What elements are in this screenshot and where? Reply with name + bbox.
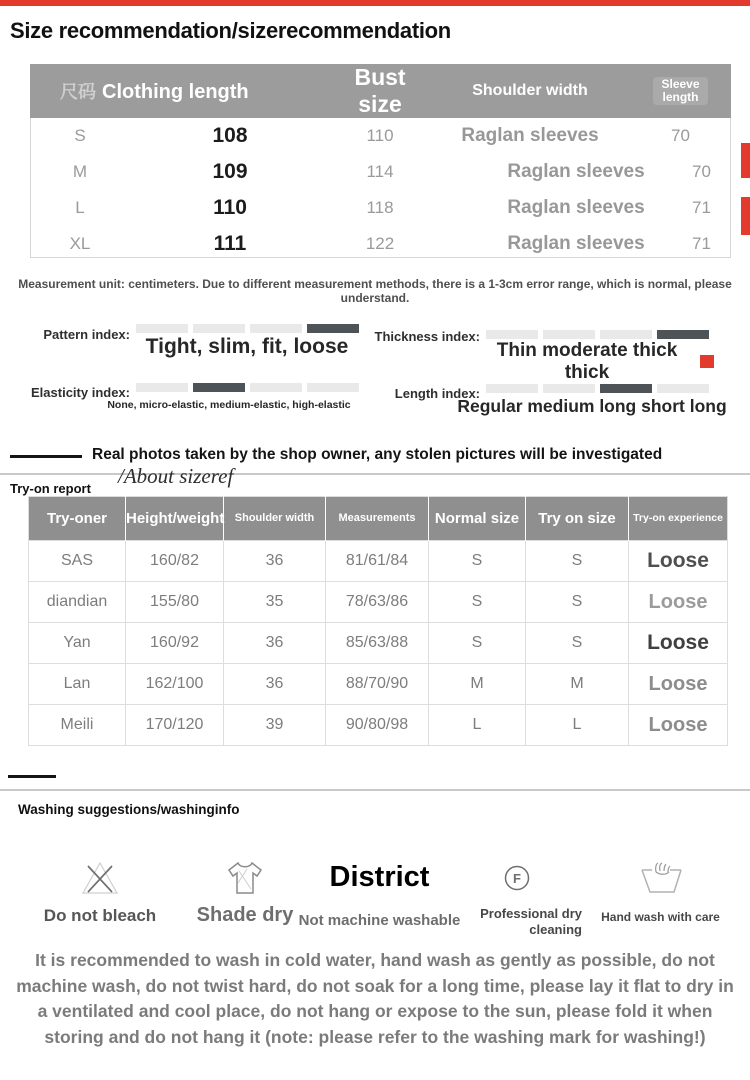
size-table-header-shoulder: Shoulder width bbox=[430, 64, 630, 118]
size-table-row bbox=[30, 118, 731, 154]
tryon-cell: Loose bbox=[629, 705, 728, 746]
size-cell-size: L bbox=[75, 198, 85, 217]
tryon-cell: 160/82 bbox=[126, 541, 224, 582]
tryon-cell: SAS bbox=[29, 541, 126, 582]
svg-text:F: F bbox=[513, 870, 521, 886]
tryon-table-row bbox=[29, 582, 728, 623]
tryon-cell: M bbox=[429, 664, 526, 705]
pattern-index-caption: Tight, slim, fit, loose bbox=[145, 335, 349, 358]
index-segment bbox=[486, 384, 538, 393]
size-table-header-bust: Bust size bbox=[330, 64, 430, 118]
washing-note: It is recommended to wash in cold water, hand wash as gently as possible, do not machine wash, do not twist hard, do not soak for a long time, please lay it flat to dry in a ventilated and cool place, do not hang or expose to the sun, please fold it when storing and do not hang it (note: please refer to the washing mark for washing!) bbox=[16, 950, 734, 1048]
size-cell-sleeve: 70 bbox=[671, 126, 690, 145]
size-cell-bust: 110 bbox=[366, 126, 394, 145]
tryon-header-cell: Normal size bbox=[429, 497, 526, 541]
thickness-index-bars bbox=[486, 330, 709, 339]
tryon-cell: 160/92 bbox=[126, 623, 224, 664]
index-segment bbox=[136, 383, 188, 392]
tryon-cell: S bbox=[526, 582, 629, 623]
size-cell-size: XL bbox=[69, 234, 91, 253]
tryon-cell: Loose bbox=[629, 623, 728, 664]
tryon-cell: diandian bbox=[29, 582, 126, 623]
size-cell-shoulder: Raglan sleeves bbox=[461, 125, 599, 146]
tryon-header-cell: Measurements bbox=[326, 497, 429, 541]
pattern-index-label: Pattern index: bbox=[43, 327, 130, 342]
pattern-index-bars bbox=[136, 324, 359, 333]
index-segment bbox=[657, 384, 709, 393]
thickness-index-label: Thickness index: bbox=[374, 329, 480, 344]
underline-accent bbox=[10, 455, 82, 458]
size-cell-bust: 118 bbox=[366, 198, 394, 217]
tryon-cell: L bbox=[526, 705, 629, 746]
tryon-table-row bbox=[29, 541, 728, 582]
size-cell-shoulder: Raglan sleeves bbox=[507, 161, 645, 182]
tryon-cell: 36 bbox=[224, 623, 326, 664]
washing-item-label: Do not bleach bbox=[43, 906, 157, 925]
washing-item-label: Shade dry bbox=[196, 904, 294, 926]
tryon-cell: S bbox=[526, 623, 629, 664]
size-cell-clothing_length: 108 bbox=[212, 124, 248, 147]
tryon-cell: S bbox=[526, 541, 629, 582]
tryon-cell: 162/100 bbox=[126, 664, 224, 705]
size-cell-bust: 114 bbox=[366, 162, 394, 181]
do-not-bleach-icon bbox=[79, 855, 121, 900]
tryon-cell: 81/61/84 bbox=[326, 541, 429, 582]
index-segment bbox=[193, 324, 245, 333]
washing-heading: Washing suggestions/washinginfo bbox=[18, 802, 240, 817]
tryon-table bbox=[28, 496, 727, 746]
underline-accent bbox=[8, 775, 56, 778]
size-cell-size: M bbox=[72, 162, 88, 181]
tryon-cell: Lan bbox=[29, 664, 126, 705]
shade-dry-icon bbox=[225, 855, 265, 900]
size-cell-shoulder: Raglan sleeves bbox=[507, 233, 645, 254]
tryon-report-subtitle: /About sizeref bbox=[118, 464, 234, 488]
tryon-cell: 78/63/86 bbox=[326, 582, 429, 623]
tryon-header-cell: Height/weight bbox=[126, 497, 224, 541]
size-cell-clothing_length: 111 bbox=[213, 232, 247, 255]
dry-clean-f-icon bbox=[503, 855, 531, 900]
tryon-cell: L bbox=[429, 705, 526, 746]
tryon-header-cell: Try on size bbox=[526, 497, 629, 541]
right-accent-bar bbox=[741, 197, 750, 235]
size-table-body bbox=[30, 118, 731, 262]
tryon-cell: 85/63/88 bbox=[326, 623, 429, 664]
size-cell-clothing_length: 109 bbox=[212, 160, 248, 183]
top-accent-bar bbox=[0, 0, 750, 6]
elasticity-index-bars bbox=[136, 383, 359, 392]
tryon-cell: Loose bbox=[629, 582, 728, 623]
tryon-cell: M bbox=[526, 664, 629, 705]
index-segment bbox=[250, 383, 302, 392]
size-table-header-sleeve: Sleeve length bbox=[630, 64, 731, 118]
tryon-cell: 36 bbox=[224, 664, 326, 705]
washing-item-do-not-bleach bbox=[25, 855, 175, 926]
washing-item-label: Professional dry cleaning bbox=[480, 906, 582, 938]
tryon-cell: 90/80/98 bbox=[326, 705, 429, 746]
right-accent-bar bbox=[741, 143, 750, 178]
thickness-index-caption: Thin moderate thick thick bbox=[496, 340, 678, 383]
tryon-table-row bbox=[29, 705, 728, 746]
size-table-row bbox=[30, 154, 731, 190]
index-segment bbox=[250, 324, 302, 333]
tryon-cell: 155/80 bbox=[126, 582, 224, 623]
length-index-caption: Regular medium long short long bbox=[457, 396, 727, 416]
tryon-cell: 88/70/90 bbox=[326, 664, 429, 705]
washing-item-label: Hand wash with care bbox=[601, 910, 720, 924]
tryon-cell: Yan bbox=[29, 623, 126, 664]
tryon-cell: 35 bbox=[224, 582, 326, 623]
tryon-header-cell: Try-on experience bbox=[629, 497, 728, 541]
index-segment-active bbox=[193, 383, 245, 392]
tryon-cell: Meili bbox=[29, 705, 126, 746]
washing-item-not-machine-washable bbox=[297, 855, 462, 929]
index-segment bbox=[136, 324, 188, 333]
tryon-cell: S bbox=[429, 623, 526, 664]
elasticity-index-caption: None, micro-elastic, medium-elastic, high-elastic bbox=[107, 399, 351, 411]
size-table-header-clothing-length: 尺码 Clothing length bbox=[30, 64, 330, 118]
tryon-cell: Loose bbox=[629, 664, 728, 705]
size-cell-sleeve: 71 bbox=[692, 198, 711, 217]
size-table-header bbox=[30, 64, 731, 118]
page-title: Size recommendation/sizerecommendation bbox=[10, 18, 451, 43]
size-cell-size: S bbox=[74, 126, 86, 145]
index-segment-active bbox=[600, 384, 652, 393]
length-index-label: Length index: bbox=[394, 386, 480, 401]
length-index-bars bbox=[486, 384, 709, 393]
size-cn-label: 尺码 bbox=[60, 82, 96, 102]
tryon-header-cell: Shoulder width bbox=[224, 497, 326, 541]
size-table-row bbox=[30, 226, 731, 262]
size-table-row bbox=[30, 190, 731, 226]
index-segment-active bbox=[657, 330, 709, 339]
tryon-table-body bbox=[29, 541, 728, 746]
district-text: District bbox=[329, 861, 430, 893]
thickness-accent-block bbox=[700, 355, 714, 368]
measurement-note: Measurement unit: centimeters. Due to different measurement methods, there is a 1-3cm error range, which is normal, please understand. bbox=[18, 277, 732, 305]
size-cell-sleeve: 70 bbox=[692, 162, 711, 181]
tryon-table-row bbox=[29, 664, 728, 705]
tryon-table-header bbox=[29, 497, 728, 541]
elasticity-index-label: Elasticity index: bbox=[31, 385, 130, 400]
tryon-cell: 39 bbox=[224, 705, 326, 746]
size-cell-clothing_length: 110 bbox=[213, 196, 247, 219]
tryon-cell: 170/120 bbox=[126, 705, 224, 746]
tryon-cell: Loose bbox=[629, 541, 728, 582]
section-divider bbox=[0, 789, 750, 791]
tryon-cell: S bbox=[429, 582, 526, 623]
tryon-table-row bbox=[29, 623, 728, 664]
tryon-report-label: Try-on report bbox=[10, 481, 91, 496]
washing-item-hand-wash bbox=[588, 855, 733, 924]
index-segment bbox=[543, 330, 595, 339]
real-photos-note: Real photos taken by the shop owner, any stolen pictures will be investigated bbox=[92, 446, 663, 463]
index-segment bbox=[600, 330, 652, 339]
size-cell-sleeve: 71 bbox=[692, 234, 711, 253]
tryon-cell: S bbox=[429, 541, 526, 582]
size-cell-shoulder: Raglan sleeves bbox=[507, 197, 645, 218]
washing-item-label: Not machine washable bbox=[298, 912, 461, 929]
tryon-header-cell: Try-oner bbox=[29, 497, 126, 541]
washing-item-shade-dry bbox=[175, 855, 315, 927]
size-table bbox=[30, 65, 731, 258]
hand-wash-icon bbox=[638, 855, 684, 900]
tryon-cell: 36 bbox=[224, 541, 326, 582]
section-divider bbox=[0, 473, 750, 475]
washing-item-dry-cleaning bbox=[452, 855, 582, 939]
index-segment bbox=[486, 330, 538, 339]
index-segment bbox=[543, 384, 595, 393]
size-cell-bust: 122 bbox=[365, 234, 395, 253]
